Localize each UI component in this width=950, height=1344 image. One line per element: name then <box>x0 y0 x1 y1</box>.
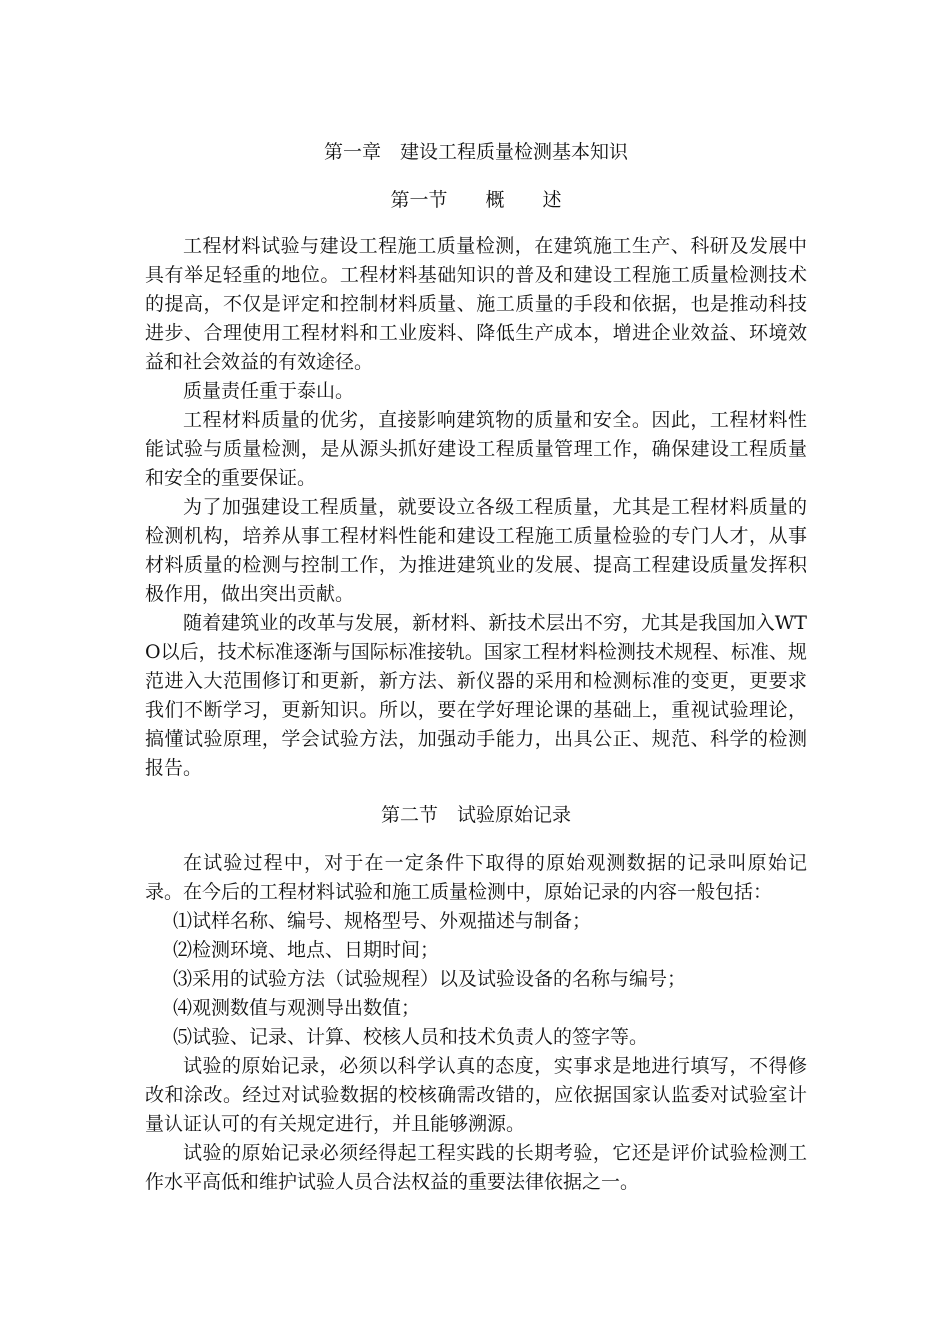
section-1-paragraph: 工程材料试验与建设工程施工质量检测，在建筑施工生产、科研及发展中具有举足轻重的地位。工程材料基础知识的普及和建设工程施工质量检测技术的提高，不仅是评定和控制材料质量、施工质量的手段和依据，也是推动科技进步、合理使用工程材料和工业废料、降低生产成本，增进企业效益、环境效益和社会效益的有效途径。 <box>145 235 807 373</box>
section-1-paragraph: 工程材料质量的优劣，直接影响建筑物的质量和安全。因此，工程材料性能试验与质量检测，是从源头抓好建设工程质量管理工作，确保建设工程质量和安全的重要保证。 <box>145 409 807 489</box>
section-1-title: 第一节 概 述 <box>390 189 562 211</box>
section-2-title: 第二节 试验原始记录 <box>380 804 571 826</box>
section-2-intro: 在试验过程中，对于在一定条件下取得的原始观测数据的记录叫原始记录。在今后的工程材料试验和施工质量检测中，原始记录的内容一般包括： <box>145 852 807 903</box>
record-item: ⑵检测环境、地点、日期时间； <box>173 939 440 961</box>
section-1-paragraph: 质量责任重于泰山。 <box>183 380 355 402</box>
chapter-title: 第一章 建设工程质量检测基本知识 <box>323 141 628 163</box>
section-1-paragraph: 为了加强建设工程质量，就要设立各级工程质量，尤其是工程材料质量的检测机构，培养从事工程材料性能和建设工程施工质量检验的专门人才，从事材料质量的检测与控制工作，为推进建筑业的发展、提高工程建设质量发挥积极作用，做出突出贡献。 <box>145 496 807 605</box>
section-2-paragraph: 试验的原始记录，必须以科学认真的态度，实事求是地进行填写，不得修改和涂改。经过对试验数据的校核确需改错的，应依据国家认监委对试验室计量认证认可的有关规定进行，并且能够溯源。 <box>145 1055 807 1135</box>
record-item: ⑴试样名称、编号、规格型号、外观描述与制备； <box>173 910 592 932</box>
section-2-paragraph: 试验的原始记录必须经得起工程实践的长期考验，它还是评价试验检测工作水平高低和维护试验人员合法权益的重要法律依据之一。 <box>145 1142 807 1193</box>
document-page <box>145 136 807 1197</box>
section-1-paragraph: 随着建筑业的改革与发展，新材料、新技术层出不穷，尤其是我国加入WTO以后，技术标准逐渐与国际标准接轨。国家工程材料检测技术规程、标准、规范进入大范围修订和更新，新方法、新仪器的采用和检测标准的变更，更要求我们不断学习，更新知识。所以，要在学好理论课的基础上，重视试验理论，搞懂试验原理，学会试验方法，加强动手能力，出具公正、规范、科学的检测报告。 <box>145 612 807 779</box>
record-item: ⑸试验、记录、计算、校核人员和技术负责人的签字等。 <box>173 1026 649 1048</box>
record-item: ⑷观测数值与观测导出数值； <box>173 997 421 1019</box>
record-item: ⑶采用的试验方法（试验规程）以及试验设备的名称与编号； <box>173 968 687 990</box>
